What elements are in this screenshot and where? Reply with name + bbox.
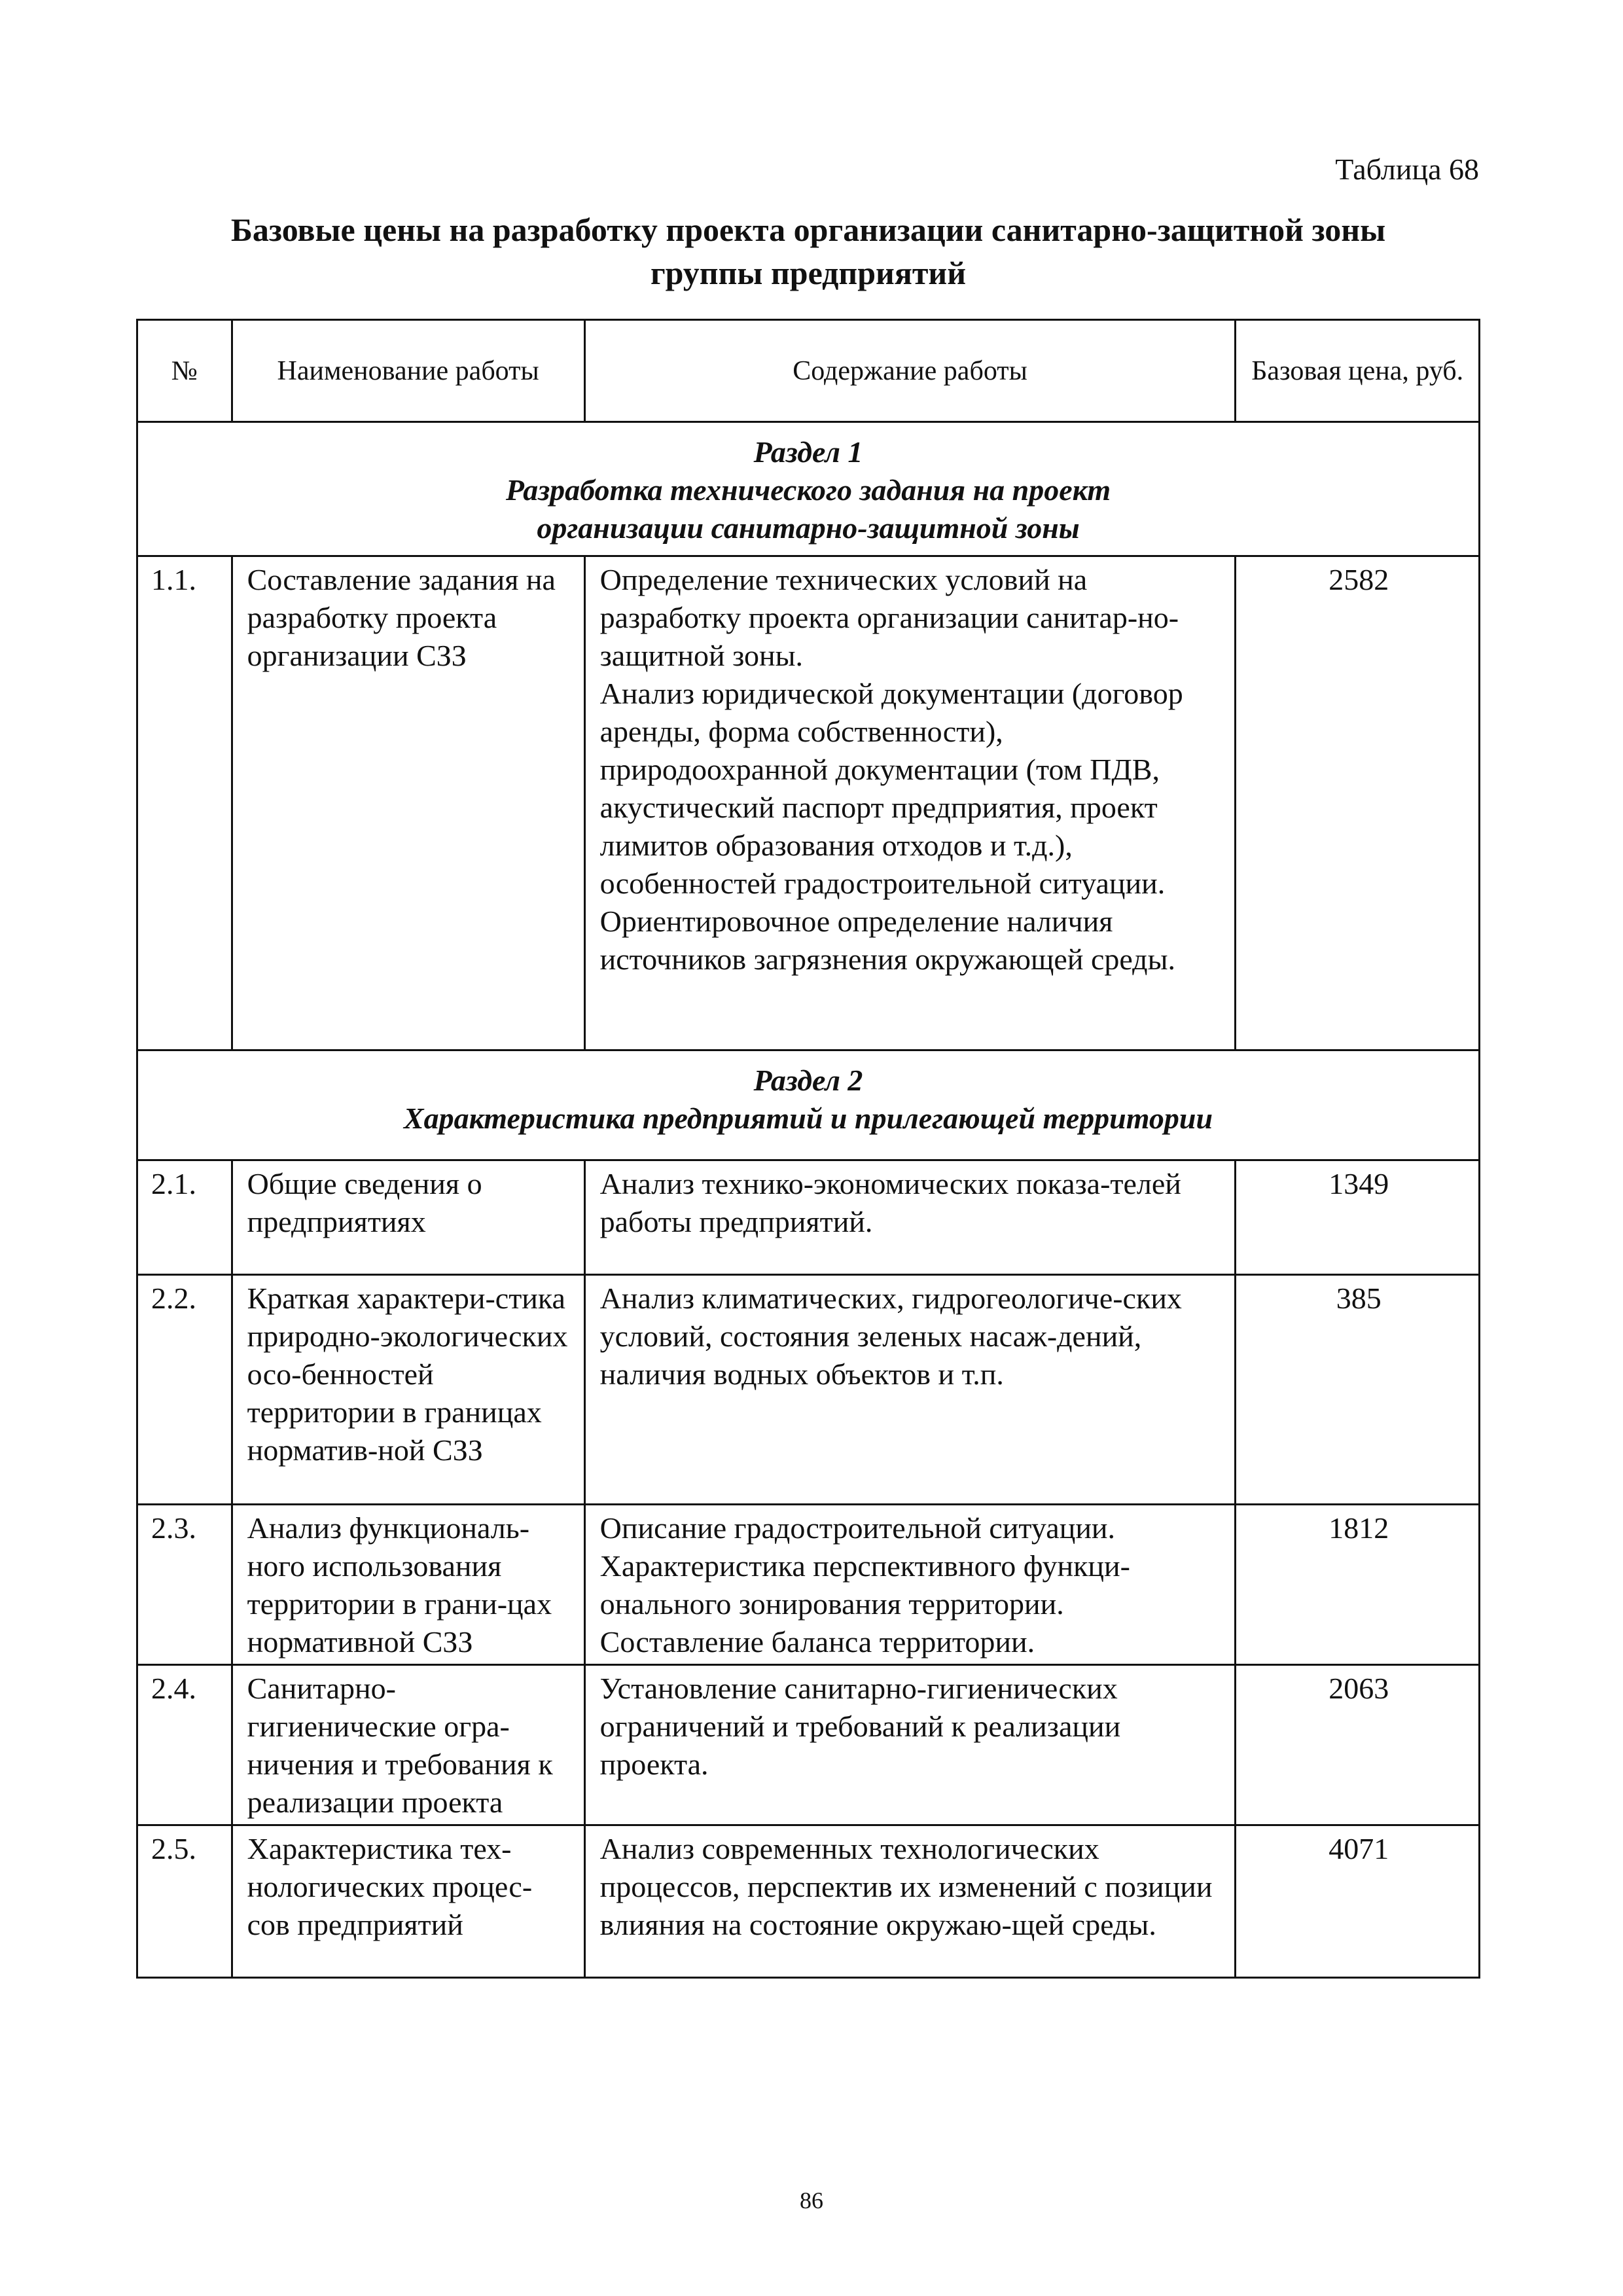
row-number: 1.1.: [137, 556, 232, 1050]
section-title-line: Характеристика предприятий и прилегающей территории: [403, 1102, 1213, 1135]
base-price: 1812: [1236, 1505, 1480, 1665]
base-price: 2582: [1236, 556, 1480, 1050]
work-name: Краткая характери-стика природно-экологических осо-бенностей территории в границах норматив-ной СЗЗ: [232, 1275, 584, 1505]
content-paragraph: Ориентировочное определение наличия источников загрязнения окружающей среды.: [599, 905, 1175, 976]
header-content: Содержание работы: [584, 320, 1236, 422]
row-number: 2.2.: [137, 1275, 232, 1505]
row-number: 2.3.: [137, 1505, 232, 1665]
section-row: [137, 1050, 1480, 1160]
work-name: Общие сведения о предприятиях: [232, 1160, 584, 1275]
base-price: 1349: [1236, 1160, 1480, 1275]
page-number: 86: [800, 2187, 823, 2214]
content-paragraph: Анализ юридической документации (договор аренды, форма собственности), природоохранной документации (том ПДВ, акустический паспорт предприятия, проект лимитов образования отходов и т.д.), особенностей градостроительной ситуации.: [599, 677, 1183, 900]
content-paragraph: Определение технических условий на разработку проекта организации санитар-но-защитной зоны.: [599, 563, 1179, 672]
base-price: 385: [1236, 1275, 1480, 1505]
work-name: Анализ функциональ-ного использования территории в грани-цах нормативной СЗЗ: [232, 1505, 584, 1665]
row-number: 2.5.: [137, 1825, 232, 1978]
section-1-heading: [137, 422, 1480, 556]
table-header-row: [137, 320, 1480, 422]
work-content: Описание градостроительной ситуации. Характеристика перспективного функци-онального зонирования территории. Составление баланса территории.: [584, 1505, 1236, 1665]
work-content: Установление санитарно-гигиенических ограничений и требований к реализации проекта.: [584, 1665, 1236, 1825]
table-row: [137, 556, 1480, 1050]
work-content: Анализ технико-экономических показа-телей работы предприятий.: [584, 1160, 1236, 1275]
base-price: 4071: [1236, 1825, 1480, 1978]
table-row: [137, 1825, 1480, 1978]
header-price: Базовая цена, руб.: [1236, 320, 1480, 422]
table-row: [137, 1665, 1480, 1825]
price-table: [136, 319, 1480, 1979]
section-row: [137, 422, 1480, 556]
section-label: Раздел 1: [753, 435, 863, 469]
base-price: 2063: [1236, 1665, 1480, 1825]
table-row: [137, 1160, 1480, 1275]
title-line-2: группы предприятий: [650, 255, 967, 291]
table-label: Таблица 68: [1335, 152, 1479, 186]
section-label: Раздел 2: [753, 1064, 863, 1097]
work-name: Санитарно-гигиенические огра-ничения и требования к реализации проекта: [232, 1665, 584, 1825]
table-row: [137, 1275, 1480, 1505]
work-content: Анализ современных технологических процессов, перспектив их изменений с позиции влияния на состояние окружаю-щей среды.: [584, 1825, 1236, 1978]
table-row: [137, 1505, 1480, 1665]
section-2-heading: [137, 1050, 1480, 1160]
section-title-line: организации санитарно-защитной зоны: [537, 511, 1080, 545]
work-name: Составление задания на разработку проекта организации СЗЗ: [232, 556, 584, 1050]
title-line-1: Базовые цены на разработку проекта организации санитарно-защитной зоны: [230, 211, 1386, 248]
work-content: [584, 556, 1236, 1050]
section-title-line: Разработка технического задания на проект: [505, 473, 1111, 507]
header-num: №: [137, 320, 232, 422]
header-name: Наименование работы: [232, 320, 584, 422]
work-name: Характеристика тех-нологических процес-сов предприятий: [232, 1825, 584, 1978]
row-number: 2.4.: [137, 1665, 232, 1825]
work-content: Анализ климатических, гидрогеологиче-ских условий, состояния зеленых насаж-дений, наличия водных объектов и т.п.: [584, 1275, 1236, 1505]
page-title: [137, 208, 1479, 295]
row-number: 2.1.: [137, 1160, 232, 1275]
